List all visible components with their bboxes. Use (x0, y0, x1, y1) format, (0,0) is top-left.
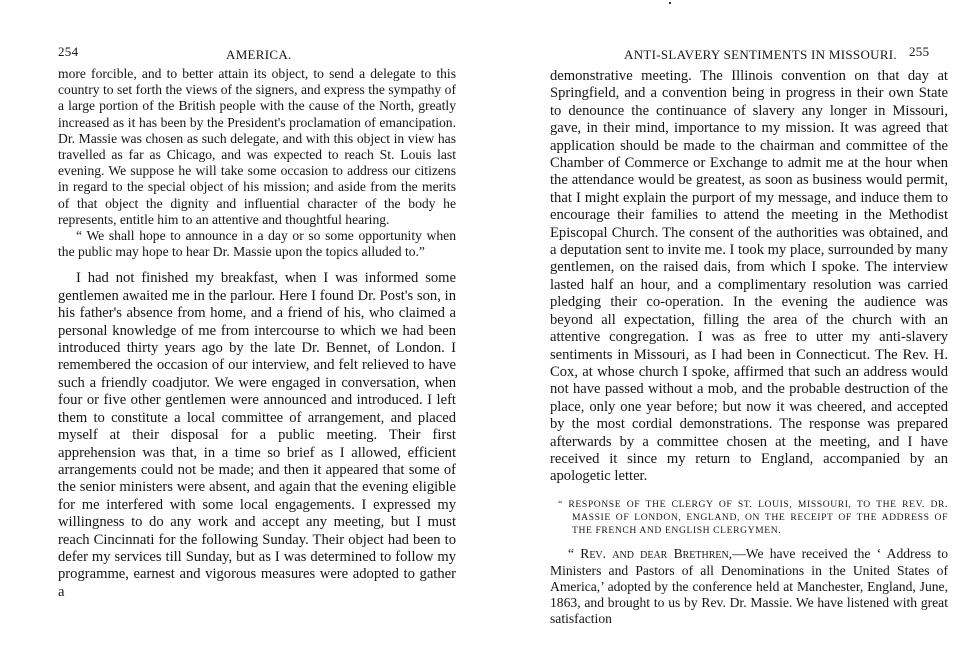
running-head: AMERICA. (226, 47, 292, 62)
page-number: 255 (909, 44, 930, 59)
left-page (0, 0, 488, 668)
right-page (492, 0, 980, 668)
text-column (58, 66, 456, 601)
paragraph: I had not finished my breakfast, when I was informed some gentlemen awaited me in the parlour. Here I found Dr. Post's son, in his father's absence from home, and a friend of his, who claimed a personal knowledge of me from intercourse to which we had been introduced thirty years ago by the late Dr. Bennet, of London. I remembered the occasion of our interview, and felt relieved to have such a friendly coadjutor. We were engaged in conversation, when four or five other gentlemen were announced and introduced. I left them to constitute a local committee of arrangement, and placed myself at their disposal for a public meeting. Their first apprehension was that, in a time so brief as I allowed, efficient arrangements could not be made; and then it appeared that some of the senior ministers were absent, and again that the evening eligible for me interfered with some local engagements. I expressed my willingness to do any work and accept any meeting, but I must reach Cincinnati for the following Sunday. Their object had been to defer my services till Sunday, but as I was determined to follow my programme, earnest and vigorous measures were adopted to gather a (58, 270, 456, 600)
running-head: ANTI-SLAVERY SENTIMENTS IN MISSOURI. (624, 47, 897, 62)
text-column (550, 68, 948, 627)
letter-text: —We have received the ‘ Address to Ministers and Pastors of all Denominations in the United States of America,’ adopted by the conference held at Manchester, England, June, 1863, and brought to us by Rev. Dr. Massie. We have listened with great satisfaction (550, 546, 948, 627)
response-heading: “ RESPONSE OF THE CLERGY OF ST. LOUIS, MISSOURI, TO THE REV. DR. MASSIE OF LONDON, ENGLAND, ON THE RECEIPT OF THE ADDRESS OF THE FRENCH AND ENGLISH CLERGYMEN. (558, 498, 948, 536)
paragraph: demonstrative meeting. The Illinois convention on that day at Springfield, and a convention being in progress in their own State to denounce the continuance of slavery any longer in Missouri, gave, in their mind, importance to my mission. It was agreed that application should be made to the chairman and committee of the Chamber of Commerce or Exchange to admit me at the hour when the attendance would be greatest, as soon as business would permit, that I might explain the purport of my message, and induce them to encourage their families to attend the meeting in the Methodist Episcopal Church. The consent of the authorities was obtained, and a deputation sent to invite me. I took my place, surrounded by many gentlemen, on the raised dais, from which I spoke. The interview lasted half an hour, and a complimentary resolution was carried pledging their co-operation. In the evening the audience was beyond all expectation, filling the area of the church with an attentive congregation. I was as free to utter my anti-slavery sentiments in Missouri, as I had been in Connecticut. The Rev. H. Cox, at whose church I spoke, affirmed that such an address would not have passed without a mob, and the probable destruction of the place, only one year before; but now it was cheered, and accepted by the most cordial demonstrations. The response was prepared afterwards by a committee chosen at the meeting, and I have received it since my return to England, accompanied by an apologetic letter. (550, 68, 948, 485)
paragraph (550, 546, 948, 627)
paragraph: “ We shall hope to announce in a day or so some opportunity when the public may hope to hear Dr. Massie upon the topics alluded to.” (58, 228, 456, 260)
salutation: “ Rev. and dear Brethren, (568, 546, 733, 562)
page-number: 254 (58, 44, 79, 59)
paragraph: more forcible, and to better attain its object, to send a delegate to this country to set forth the views of the signers, and express the sympathy of a large portion of the British people with the cause of the North, greatly increased as it has been by the President's proclamation of emancipation. Dr. Massie was chosen as such delegate, and with this object in view has travelled as far as Chicago, and was expected to reach St. Louis last evening. We suppose he will take some occasion to address our citizens in regard to the special object of his mission; and aside from the merits of that object the dignity and influential character of the body he represents, entitle him to an attentive and thoughtful hearing. (58, 66, 456, 227)
